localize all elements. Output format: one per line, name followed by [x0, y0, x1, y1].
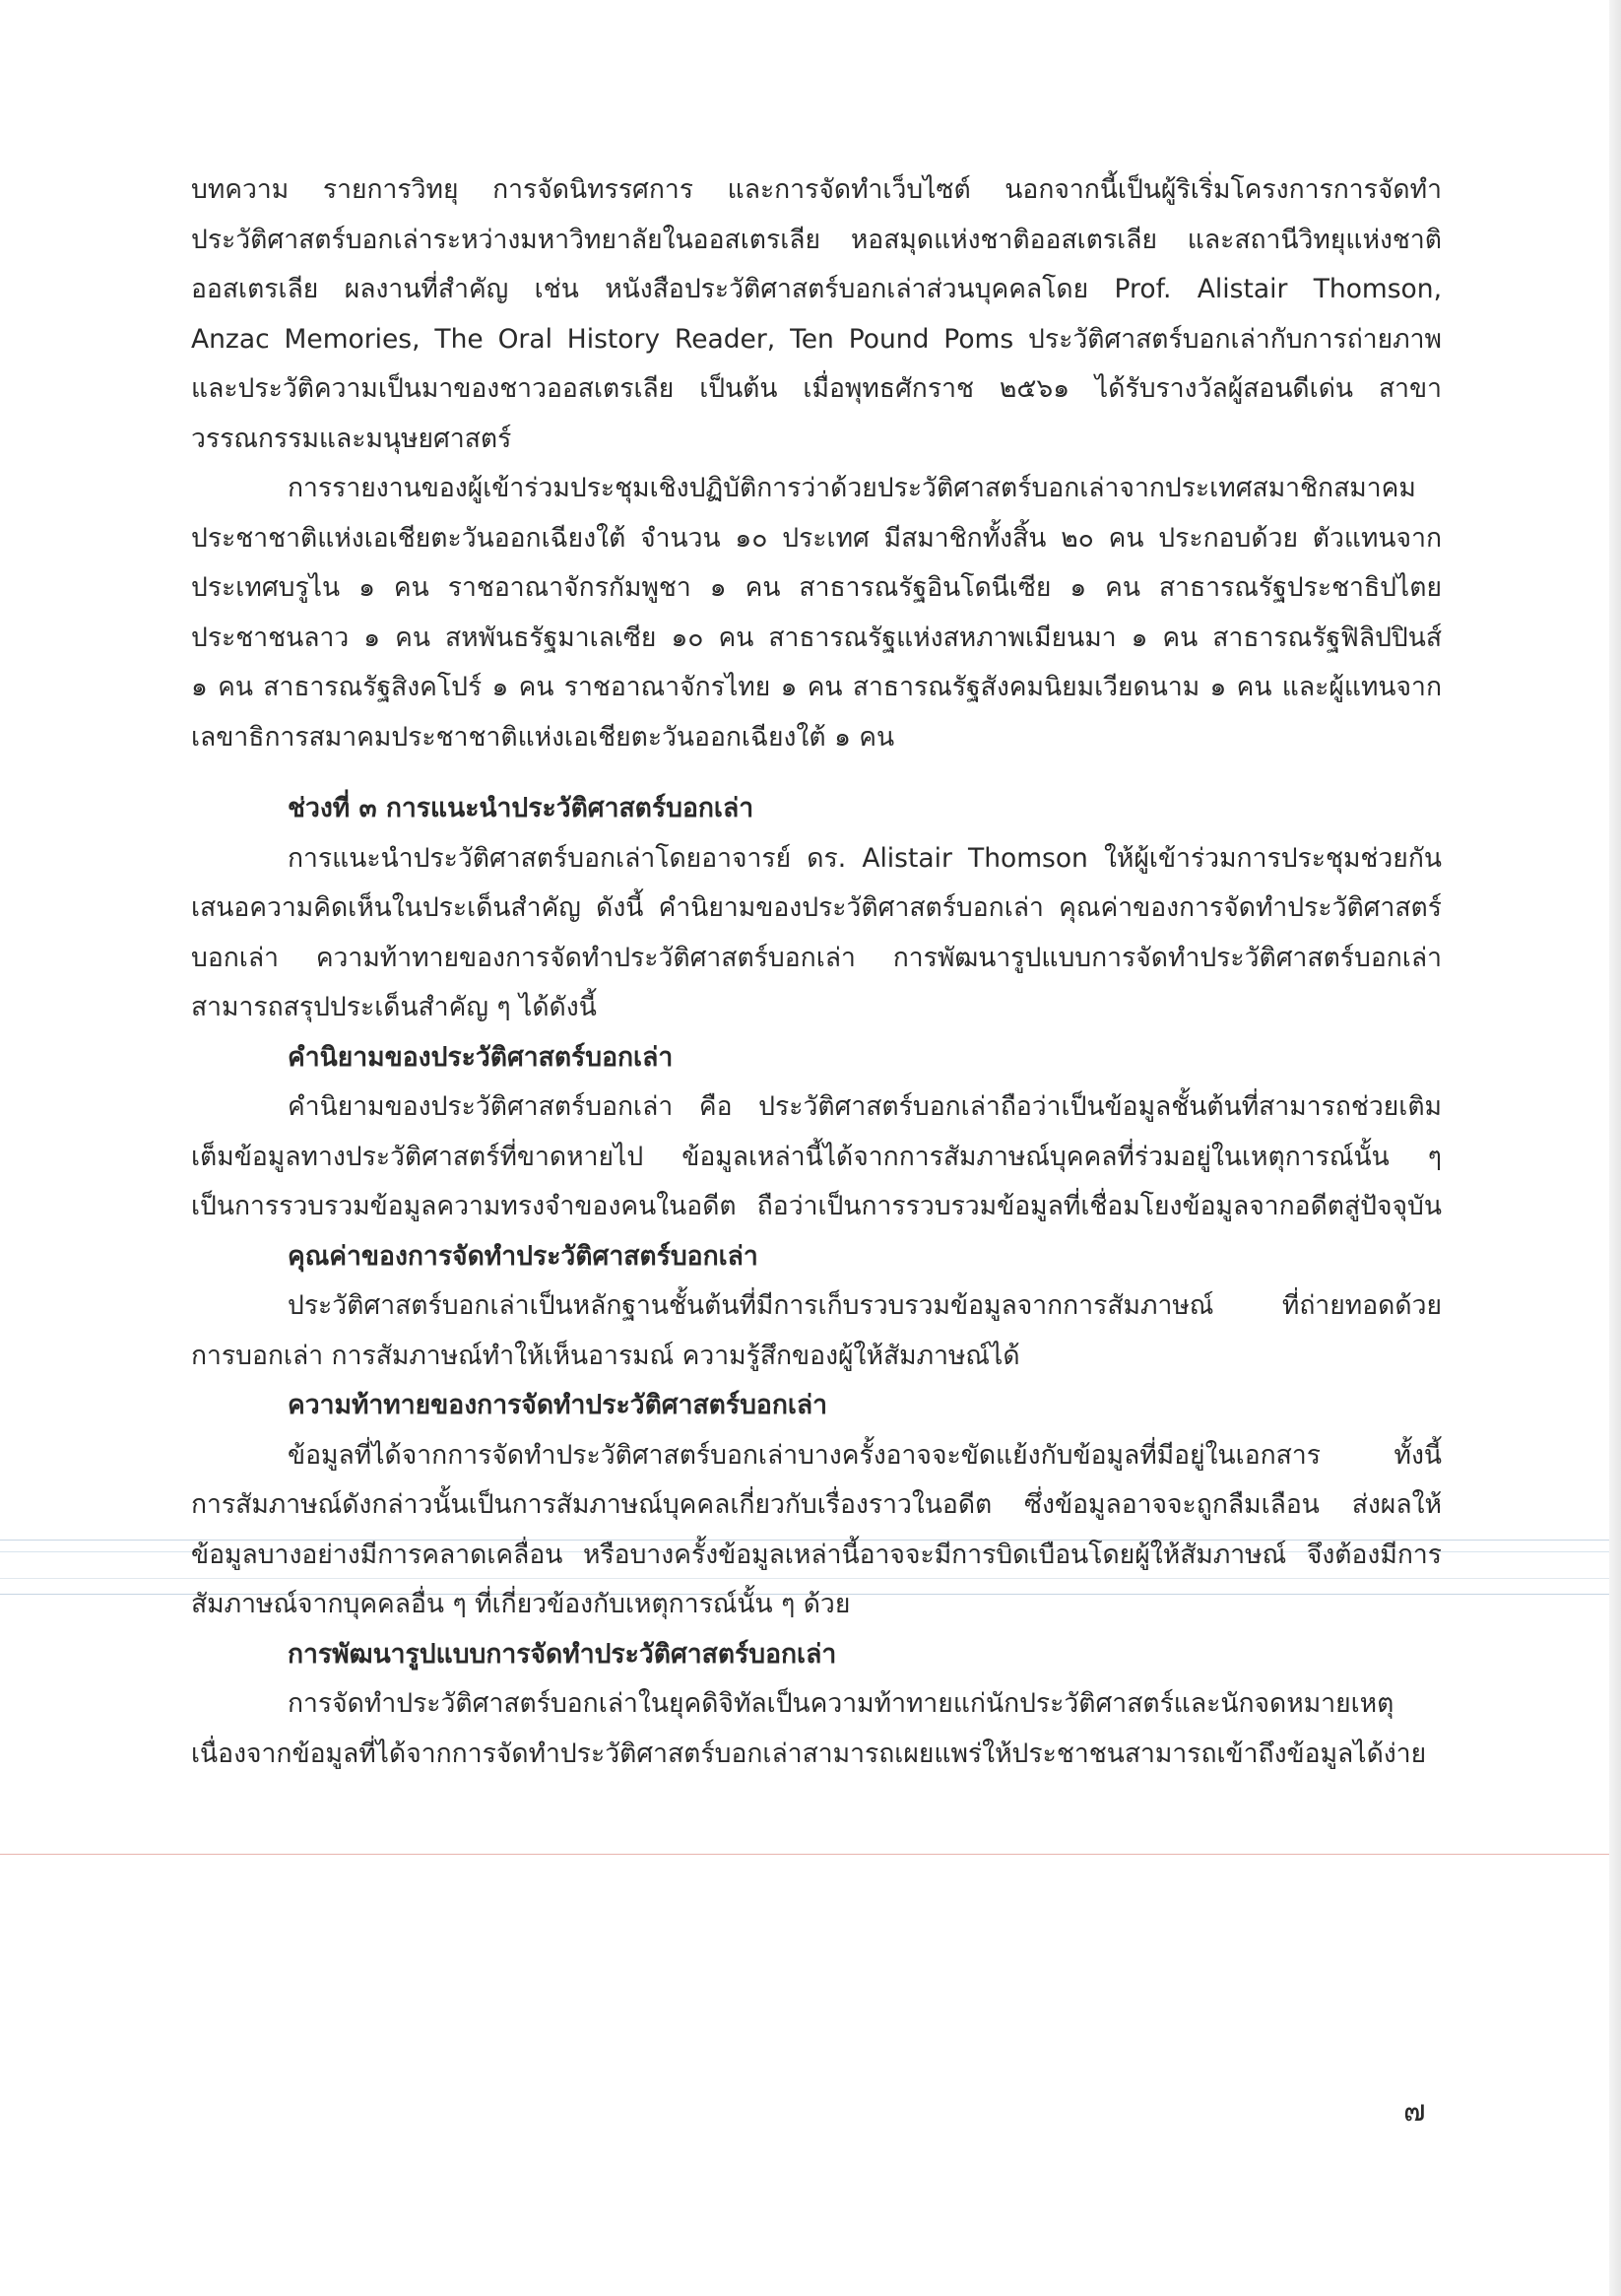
- text-line: ประชาชนลาว ๑ คน สหพันธรัฐมาเลเซีย ๑๐ คน สาธารณรัฐแห่งสหภาพเมียนมา ๑ คน สาธารณรัฐฟิลิปปินส์: [191, 622, 1442, 653]
- text-line: สัมภาษณ์จากบุคคลอื่น ๆ ที่เกี่ยวข้องกับเหตุการณ์นั้น ๆ ด้วย: [191, 1589, 851, 1619]
- report-paragraph: [191, 464, 1442, 762]
- definition-heading: คำนิยามของประวัติศาสตร์บอกเล่า: [288, 1041, 674, 1073]
- text-line: เลขาธิการสมาคมประชาชาติแห่งเอเชียตะวันออกเฉียงใต้ ๑ คน: [191, 721, 895, 753]
- text-line: Anzac Memories, The Oral History Reader, Ten Pound Poms ประวัติศาสตร์บอกเล่ากับการถ่ายภาพ: [191, 323, 1442, 355]
- intro-paragraph: [191, 165, 1442, 464]
- text-line: เต็มข้อมูลทางประวัติศาสตร์ที่ขาดหายไป ข้อมูลเหล่านี้ได้จากการสัมภาษณ์บุคคลที่ร่วมอยู่ในเหตุการณ์นั้น ๆ: [191, 1141, 1442, 1172]
- text-line: ประเทศบรูไน ๑ คน ราชอาณาจักรกัมพูชา ๑ คน สาธารณรัฐอินโดนีเซีย ๑ คน สาธารณรัฐประชาธิปไตย: [191, 572, 1442, 603]
- text-line: ข้อมูลที่ได้จากการจัดทำประวัติศาสตร์บอกเล่าบางครั้งอาจจะขัดแย้งกับข้อมูลที่มีอยู่ในเอกสาร ทั้งนี้: [288, 1439, 1442, 1471]
- text-line: บอกเล่า ความท้าทายของการจัดทำประวัติศาสตร์บอกเล่า การพัฒนารูปแบบการจัดทำประวัติศาสตร์บอกเล่า: [191, 942, 1442, 973]
- development-paragraph: [191, 1679, 1442, 1779]
- challenge-heading: ความท้าทายของการจัดทำประวัติศาสตร์บอกเล่า: [288, 1390, 828, 1420]
- value-paragraph: [191, 1281, 1442, 1381]
- text-line: การบอกเล่า การสัมภาษณ์ทำให้เห็นอารมณ์ ความรู้สึกของผู้ให้สัมภาษณ์ได้: [191, 1340, 1020, 1371]
- page-number: ๗: [1403, 2094, 1426, 2129]
- text-line: คำนิยามของประวัติศาสตร์บอกเล่า คือ ประวัติศาสตร์บอกเล่าถือว่าเป็นข้อมูลชั้นต้นที่สามารถช่วยเติม: [288, 1091, 1442, 1122]
- text-line: การจัดทำประวัติศาสตร์บอกเล่าในยุคดิจิทัลเป็นความท้าทายแก่นักประวัติศาสตร์และนักจดหมายเหตุ: [288, 1688, 1394, 1719]
- text-line: ประวัติศาสตร์บอกเล่าเป็นหลักฐานชั้นต้นที่มีการเก็บรวบรวมข้อมูลจากการสัมภาษณ์ ที่ถ่ายทอดด้วย: [288, 1290, 1442, 1321]
- text-line: ๑ คน สาธารณรัฐสิงคโปร์ ๑ คน ราชอาณาจักรไทย ๑ คน สาธารณรัฐสังคมนิยมเวียดนาม ๑ คน และผู้แทนจาก: [191, 672, 1442, 702]
- text-line: บทความ รายการวิทยุ การจัดนิทรรศการ และการจัดทำเว็บไซต์ นอกจากนี้เป็นผู้ริเริ่มโครงการการจัดทำ: [191, 174, 1442, 205]
- text-line: การรายงานของผู้เข้าร่วมประชุมเชิงปฏิบัติการว่าด้วยประวัติศาสตร์บอกเล่าจากประเทศสมาชิกสมาคม: [288, 473, 1416, 503]
- value-heading: คุณค่าของการจัดทำประวัติศาสตร์บอกเล่า: [288, 1240, 758, 1272]
- text-line: วรรณกรรมและมนุษยศาสตร์: [191, 423, 512, 454]
- text-line: ออสเตรเลีย ผลงานที่สำคัญ เช่น หนังสือประวัติศาสตร์บอกเล่าส่วนบุคคลโดย Prof. Alistair Thomson,: [191, 274, 1442, 304]
- text-line: ข้อมูลบางอย่างมีการคลาดเคลื่อน หรือบางครั้งข้อมูลเหล่านี้อาจจะมีการบิดเบือนโดยผู้ให้สัมภาษณ์ จึงต้องมีการ: [191, 1539, 1442, 1570]
- text-line: การแนะนำประวัติศาสตร์บอกเล่าโดยอาจารย์ ดร. Alistair Thomson ให้ผู้เข้าร่วมการประชุมช่วยกัน: [288, 842, 1442, 874]
- text-line: เสนอความคิดเห็นในประเด็นสำคัญ ดังนี้ คำนิยามของประวัติศาสตร์บอกเล่า คุณค่าของการจัดทำประวัติศาสตร์: [191, 892, 1442, 923]
- text-line: สามารถสรุปประเด็นสำคัญ ๆ ได้ดังนี้: [191, 992, 597, 1022]
- page-edge-shadow: [1609, 0, 1621, 2296]
- scan-line: [0, 1854, 1609, 1855]
- text-line: ประวัติศาสตร์บอกเล่าระหว่างมหาวิทยาลัยในออสเตรเลีย หอสมุดแห่งชาติออสเตรเลีย และสถานีวิทยุแห่งชาติ: [191, 224, 1442, 255]
- definition-paragraph: [191, 1082, 1442, 1232]
- document-body: [191, 165, 1442, 1779]
- text-line: และประวัติความเป็นมาของชาวออสเตรเลีย เป็นต้น เมื่อพุทธศักราช ๒๕๖๑ ได้รับรางวัลผู้สอนดีเด่น สาขา: [191, 373, 1442, 404]
- text-line: ประชาชาติแห่งเอเชียตะวันออกเฉียงใต้ จำนวน ๑๐ ประเทศ มีสมาชิกทั้งสิ้น ๒๐ คน ประกอบด้วย ตัวแทนจาก: [191, 522, 1442, 554]
- challenge-paragraph: [191, 1431, 1442, 1630]
- section3-heading: ช่วงที่ ๓ การแนะนำประวัติศาสตร์บอกเล่า: [288, 793, 754, 823]
- text-line: เป็นการรวบรวมข้อมูลความทรงจำของคนในอดีต ถือว่าเป็นการรวบรวมข้อมูลที่เชื่อมโยงข้อมูลจากอดีตสู่ปัจจุบัน: [191, 1191, 1442, 1221]
- section3-paragraph: [191, 834, 1442, 1033]
- text-line: เนื่องจากข้อมูลที่ได้จากการจัดทำประวัติศาสตร์บอกเล่าสามารถเผยแพร่ให้ประชาชนสามารถเข้าถึงข้อมูลได้ง่าย: [191, 1738, 1427, 1769]
- text-line: การสัมภาษณ์ดังกล่าวนั้นเป็นการสัมภาษณ์บุคคลเกี่ยวกับเรื่องราวในอดีต ซึ่งข้อมูลอาจจะถูกลืมเลือน ส่งผลให้: [191, 1489, 1442, 1520]
- development-heading: การพัฒนารูปแบบการจัดทำประวัติศาสตร์บอกเล่า: [288, 1638, 837, 1670]
